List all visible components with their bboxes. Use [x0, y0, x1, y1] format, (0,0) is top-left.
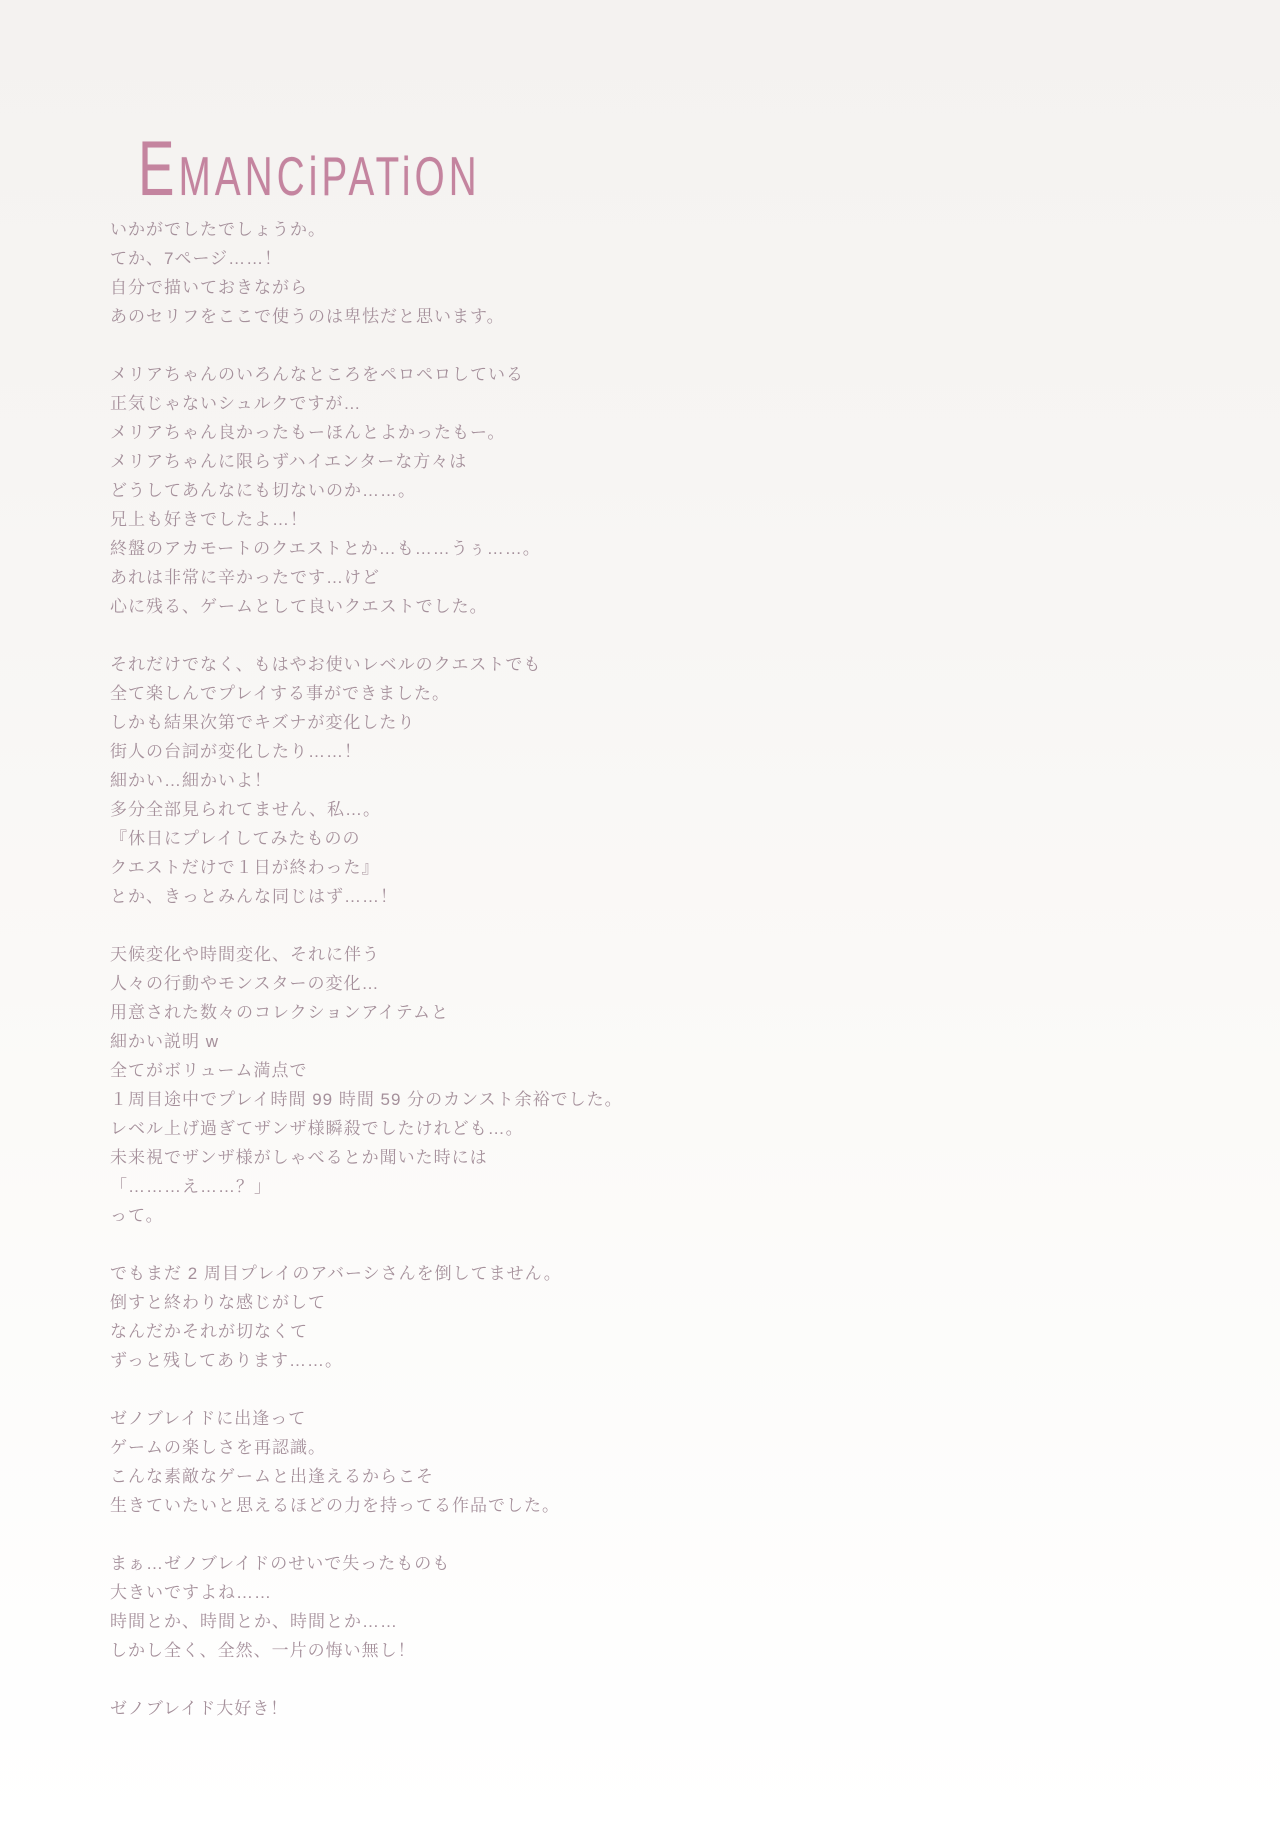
text-line: 『休日にプレイしてみたものの	[110, 829, 361, 848]
text-line: しかも結果次第でキズナが変化したり	[110, 713, 416, 732]
text-line: メリアちゃんに限らずハイエンターな方々は	[110, 452, 468, 471]
text-line: てか、7ページ……！	[110, 249, 283, 268]
text-line: こんな素敵なゲームと出逢えるからこそ	[110, 1467, 434, 1486]
text-line: 正気じゃないシュルクですが…	[110, 394, 362, 413]
text-line: クエストだけで１日が終わった』	[110, 858, 380, 877]
text-line: 大きいですよね……	[110, 1583, 272, 1602]
text-line: 未来視でザンザ様がしゃべるとか聞いた時には	[110, 1148, 488, 1167]
paragraph	[110, 1694, 730, 1723]
page-title: EMANCiPATiON	[138, 124, 481, 212]
text-line: いかがでしたでしょうか。	[110, 220, 326, 239]
text-line: 倒すと終わりな感じがして	[110, 1293, 326, 1312]
text-line: 兄上も好きでしたよ…！	[110, 510, 308, 529]
text-line: ずっと残してあります……。	[110, 1351, 343, 1370]
paragraph	[110, 1404, 730, 1520]
text-line: でもまだ 2 周目プレイのアバーシさんを倒してません。	[110, 1264, 562, 1283]
text-line: 「………え……？」	[110, 1177, 272, 1196]
text-line: ゼノブレイドに出逢って	[110, 1409, 307, 1428]
text-line: 細かい説明 w	[110, 1032, 219, 1051]
text-line: ゼノブレイド大好き！	[110, 1699, 289, 1718]
paragraph	[110, 1549, 730, 1665]
paragraph	[110, 650, 730, 911]
paragraph	[110, 940, 730, 1230]
text-line: それだけでなく、もはやお使いレベルのクエストでも	[110, 655, 542, 674]
text-line: どうしてあんなにも切ないのか……。	[110, 481, 416, 500]
paragraph	[110, 215, 730, 331]
text-line: 終盤のアカモートのクエストとか…も……うぅ……。	[110, 539, 541, 558]
text-line: ゲームの楽しさを再認識。	[110, 1438, 326, 1457]
text-line: 多分全部見られてません、私…。	[110, 800, 382, 819]
text-line: なんだかそれが切なくて	[110, 1322, 308, 1341]
text-line: あのセリフをここで使うのは卑怯だと思います。	[110, 307, 505, 326]
text-line: 細かい…細かいよ！	[110, 771, 272, 790]
text-line: 用意された数々のコレクションアイテムと	[110, 1003, 449, 1022]
paragraph	[110, 360, 730, 621]
text-line: 全てがボリューム満点で	[110, 1061, 308, 1080]
text-line: まぁ…ゼノブレイドのせいで失ったものも	[110, 1554, 451, 1573]
text-line: 自分で描いておきながら	[110, 278, 308, 297]
text-line: １周目途中でプレイ時間 99 時間 59 分のカンスト余裕でした。	[110, 1090, 623, 1109]
text-line: あれは非常に辛かったです…けど	[110, 568, 380, 587]
text-line: 天候変化や時間変化、それに伴う	[110, 945, 380, 964]
text-line: って。	[110, 1206, 164, 1225]
text-line: 人々の行動やモンスターの変化…	[110, 974, 380, 993]
text-line: レベル上げ過ぎてザンザ様瞬殺でしたけれども…。	[110, 1119, 524, 1138]
text-line: 街人の台詞が変化したり……！	[110, 742, 362, 761]
text-line: メリアちゃん良かったもーほんとよかったもー。	[110, 423, 506, 442]
paragraph	[110, 1259, 730, 1375]
text-line: 全て楽しんでプレイする事ができました。	[110, 684, 450, 703]
text-line: とか、きっとみんな同じはず……！	[110, 887, 398, 906]
afterword-text	[110, 215, 730, 1723]
text-line: 生きていたいと思えるほどの力を持ってる作品でした。	[110, 1496, 560, 1515]
text-line: しかし全く、全然、一片の悔い無し！	[110, 1641, 416, 1660]
text-line: 心に残る、ゲームとして良いクエストでした。	[110, 597, 488, 616]
text-line: 時間とか、時間とか、時間とか……	[110, 1612, 398, 1631]
text-line: メリアちゃんのいろんなところをペロペロしている	[110, 365, 524, 384]
